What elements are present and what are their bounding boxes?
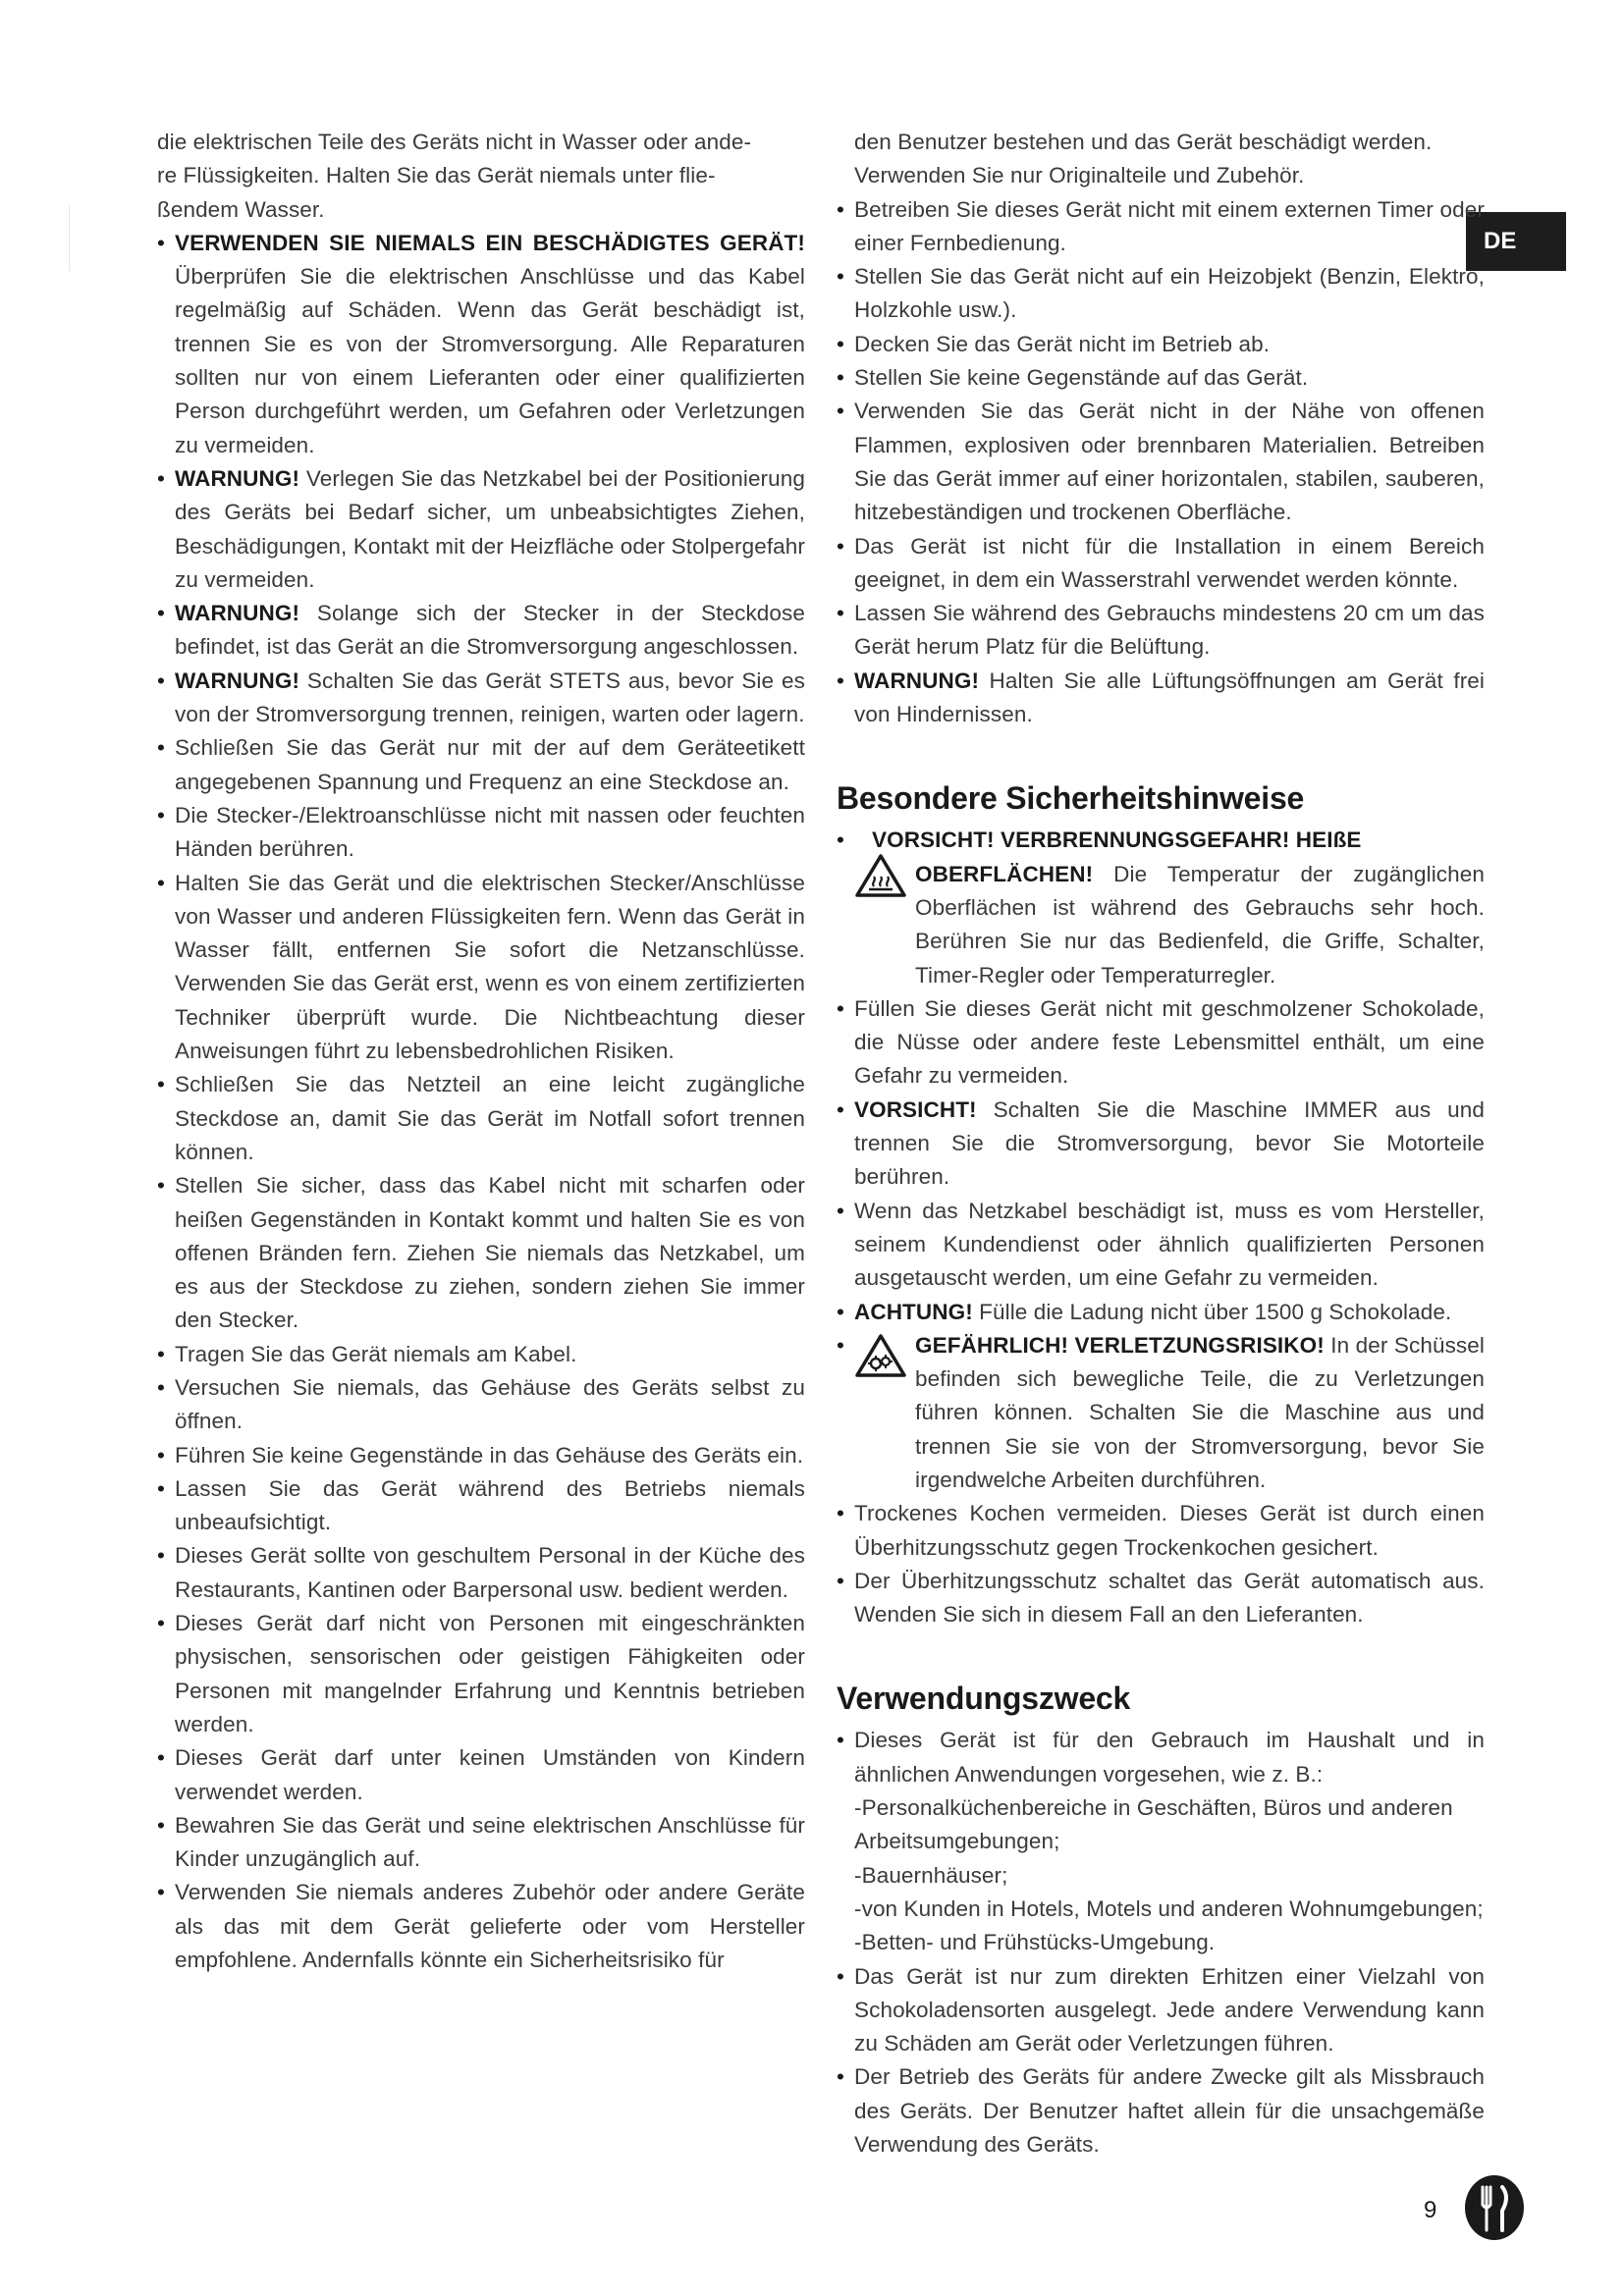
list-item	[157, 1876, 805, 1977]
list-item-text: Der Betrieb des Geräts für andere Zwecke gilt als Missbrauch des Geräts. Der Benutzer haftet allein für die unsachgemäße Verwendung des Geräts.	[854, 2064, 1485, 2158]
list-item-text: Lassen Sie während des Gebrauchs mindestens 20 cm um das Gerät herum Platz für die Belüftung.	[854, 601, 1485, 660]
intended-use-intro	[837, 1724, 1485, 1791]
intended-use-sub-item: -Betten- und Frühstücks-Umgebung.	[854, 1930, 1216, 1955]
special-safety-list-2	[837, 1497, 1485, 1631]
list-item	[157, 597, 805, 665]
left-column	[157, 126, 805, 1977]
warning-keyword: WARNUNG!	[175, 667, 300, 693]
list-item	[837, 1195, 1485, 1296]
bullet: •	[157, 1880, 165, 1905]
bullet: •	[157, 1812, 165, 1838]
bullet: •	[837, 1568, 844, 1593]
bullet: •	[837, 667, 844, 693]
bullet: •	[157, 230, 165, 255]
bullet: •	[157, 802, 165, 828]
bullet: •	[157, 1341, 165, 1366]
list-item	[157, 1539, 805, 1607]
intro-line: ßendem Wasser.	[157, 196, 325, 222]
list-item-text: Stellen Sie das Gerät nicht auf ein Heizobjekt (Benzin, Elektro, Holzkohle usw.).	[854, 264, 1485, 323]
list-item-text: Betreiben Sie dieses Gerät nicht mit einem externen Timer oder einer Fernbedienung.	[854, 196, 1485, 255]
list-item-text: Halten Sie alle Lüftungsöffnungen am Gerät frei von Hindernissen.	[854, 667, 1485, 727]
bullet: •	[837, 399, 844, 424]
list-item-text: Lassen Sie das Gerät während des Betriebs niemals unbeaufsichtigt.	[175, 1475, 805, 1535]
bullet: •	[157, 870, 165, 895]
list-item	[157, 1068, 805, 1169]
warning-keyword: VERWENDEN SIE NIEMALS EIN BESCHÄDIGTES GERÄT!	[175, 230, 805, 255]
list-item	[157, 867, 805, 1069]
list-item	[157, 1338, 805, 1371]
hot-warning-keyword: OBERFLÄCHEN!	[915, 861, 1094, 886]
section-heading-intended-use: Verwendungszweck	[837, 1681, 1131, 1717]
warning-keyword: WARNUNG!	[175, 465, 300, 491]
bullet: •	[157, 1442, 165, 1468]
list-item-text: Schließen Sie das Netzteil an eine leicht zugängliche Steckdose an, damit Sie das Gerät im Notfall sofort trennen können.	[175, 1072, 805, 1164]
list-item-text: Dieses Gerät darf nicht von Personen mit eingeschränkten physischen, sensorischen oder geistigen Fähigkeiten oder Personen mit mangelnder Erfahrung und Kenntnis betrieben werden.	[175, 1611, 805, 1736]
list-item	[157, 731, 805, 799]
list-item	[837, 260, 1485, 328]
bullet: •	[157, 1374, 165, 1400]
cutlery-logo-icon	[1463, 2173, 1526, 2242]
list-item-text: Verwenden Sie das Gerät nicht in der Nähe von offenen Flammen, explosiven oder brennbaren Materialien. Betreiben Sie das Gerät immer auf einer horizontalen, stabilen, sauberen, hitzebeständigen und trockenen Oberfläche.	[854, 399, 1485, 525]
list-item-text: Wenn das Netzkabel beschädigt ist, muss es vom Hersteller, seinem Kundendienst oder ähnlich qualifizierten Personen ausgetauscht werden, um eine Gefahr zu vermeiden.	[854, 1198, 1485, 1291]
bullet: •	[157, 1072, 165, 1097]
language-tab: DE	[1466, 212, 1566, 271]
bullet: •	[157, 601, 165, 626]
intended-use-sub-item: -Personalküchenbereiche in Geschäften, Büros und anderen Arbeitsumgebungen;	[854, 1795, 1453, 1854]
list-item	[157, 227, 805, 462]
list-item	[837, 530, 1485, 598]
intro-line: re Flüssigkeiten. Halten Sie das Gerät niemals unter flie-	[157, 163, 716, 188]
list-item-text: Schalten Sie das Gerät STETS aus, bevor Sie es von der Stromversorgung trennen, reinigen, warten oder lagern.	[175, 667, 805, 727]
list-item	[837, 1094, 1485, 1195]
list-item-text: Dieses Gerät darf unter keinen Umständen von Kindern verwendet werden.	[175, 1745, 805, 1804]
bullet: •	[157, 1611, 165, 1636]
bullet: •	[837, 1096, 844, 1122]
list-item	[837, 361, 1485, 395]
intro-line: den Benutzer bestehen und das Gerät beschädigt werden.	[854, 130, 1433, 154]
warning-keyword: WARNUNG!	[854, 667, 980, 693]
list-item	[157, 1169, 805, 1337]
list-item	[157, 462, 805, 597]
bullet: •	[837, 2064, 844, 2090]
list-item-text: Der Überhitzungsschutz schaltet das Gerät automatisch aus. Wenden Sie sich in diesem Fall an den Lieferanten.	[854, 1568, 1485, 1628]
bullet: •	[837, 1728, 844, 1753]
list-item-text: Führen Sie keine Gegenstände in das Gehäuse des Geräts ein.	[175, 1442, 804, 1468]
bullet: •	[837, 995, 844, 1021]
right-safety-list	[837, 193, 1485, 732]
list-item	[837, 193, 1485, 261]
list-item-text: Decken Sie das Gerät nicht im Betrieb ab.	[854, 331, 1271, 356]
bullet: •	[837, 601, 844, 626]
list-item-text: Die Stecker-/Elektroanschlüsse nicht mit nassen oder feuchten Händen berühren.	[175, 802, 805, 862]
intended-use-list	[837, 1960, 1485, 2163]
page-number: 9	[1424, 2197, 1437, 2223]
left-safety-list	[157, 227, 805, 1977]
bullet: •	[837, 1963, 844, 1989]
bullet: •	[837, 828, 844, 853]
bullet: •	[157, 1543, 165, 1569]
list-item	[837, 395, 1485, 529]
list-item	[157, 1607, 805, 1741]
bullet: •	[157, 1173, 165, 1199]
list-item-text: Überprüfen Sie die elektrischen Anschlüsse und das Kabel regelmäßig auf Schäden. Wenn das Gerät beschädigt ist, trennen Sie es von der Stromversorgung. Alle Reparaturen sollten nur von einem Lieferanten oder einer qualifizierten Person durchgeführt werden, um Gefahren oder Verletzungen zu vermeiden.	[175, 264, 805, 457]
list-item	[837, 597, 1485, 665]
list-item-text: Schließen Sie das Gerät nur mit der auf dem Geräteetikett angegebenen Spannung und Frequenz an eine Steckdose an.	[175, 735, 805, 794]
bullet: •	[837, 1198, 844, 1223]
bullet: •	[837, 196, 844, 222]
hot-surface-warning	[837, 824, 1485, 991]
list-item	[837, 1960, 1485, 2061]
hot-surface-icon	[854, 853, 907, 898]
bullet: •	[837, 331, 844, 356]
list-item-text: Verlegen Sie das Netzkabel bei der Positionierung des Geräts bei Bedarf sicher, um unbeabsichtigtes Ziehen, Beschädigungen, Kontakt mit der Heizfläche oder Stolpergefahr zu vermeiden.	[175, 465, 805, 592]
list-item-text: Fülle die Ladung nicht über 1500 g Schokolade.	[972, 1299, 1452, 1324]
list-item	[157, 1371, 805, 1439]
bullet: •	[157, 1745, 165, 1771]
list-item	[837, 1296, 1485, 1329]
bullet: •	[837, 365, 844, 391]
intro-line: Verwenden Sie nur Originalteile und Zubehör.	[854, 163, 1305, 188]
list-item-text: Halten Sie das Gerät und die elektrischen Stecker/Anschlüsse von Wasser und anderen Flüssigkeiten fern. Wenn das Gerät in Wasser fällt, entfernen Sie sofort die Netzanschlüsse. Verwenden Sie das Gerät erst, wenn es von einem zertifizierten Techniker überprüft wurde. Die Nichtbeachtung dieser Anweisungen führt zu lebensbedrohlichen Risiken.	[175, 870, 805, 1064]
bullet: •	[157, 735, 165, 761]
moving-parts-text: In der Schüssel befinden sich bewegliche Teile, die zu Verletzungen führen können. Schalten Sie die Maschine aus und trennen Sie sie von der Stromversorgung, bevor Sie irgendwelche Arbeiten durchführen.	[915, 1332, 1485, 1492]
list-item-text: Das Gerät ist nur zum direkten Erhitzen einer Vielzahl von Schokoladensorten ausgelegt. Jede andere Verwendung kann zu Schäden am Gerät oder Verletzungen führen.	[854, 1963, 1485, 2056]
bullet: •	[837, 1501, 844, 1526]
list-item-text: Verwenden Sie niemals anderes Zubehör oder andere Geräte als das mit dem Gerät gelieferte oder vom Hersteller empfohlene. Andernfalls könnte ein Sicherheitsrisiko für	[175, 1880, 805, 1973]
right-column	[837, 126, 1485, 2162]
moving-parts-warning	[837, 1329, 1485, 1497]
bullet: •	[837, 1299, 844, 1324]
intro-line: die elektrischen Teile des Geräts nicht in Wasser oder ande-	[157, 130, 752, 154]
intended-use-sub-item: -Bauernhäuser;	[854, 1862, 1008, 1888]
list-item-text: Solange sich der Stecker in der Steckdose befindet, ist das Gerät an die Stromversorgung angeschlossen.	[175, 601, 805, 660]
section-heading-special-safety: Besondere Sicherheitshinweise	[837, 780, 1305, 817]
bullet: •	[837, 264, 844, 290]
bullet: •	[157, 465, 165, 491]
list-item	[157, 1741, 805, 1809]
intended-use-intro-text: Dieses Gerät ist für den Gebrauch im Haushalt und in ähnlichen Anwendungen vorgesehen, wie z. B.:	[854, 1728, 1485, 1787]
list-item-text: Stellen Sie sicher, dass das Kabel nicht mit scharfen oder heißen Gegenständen in Kontakt kommt und halten Sie es von offenen Bränden fern. Ziehen Sie niemals das Netzkabel, um es aus der Steckdose zu ziehen, sondern ziehen Sie immer den Stecker.	[175, 1173, 805, 1333]
hot-warning-keywords: VORSICHT! VERBRENNUNGSGEFAHR! HEIßE	[872, 828, 1362, 853]
list-item	[157, 1809, 805, 1877]
list-item	[837, 2060, 1485, 2162]
list-item-text: Schalten Sie die Maschine IMMER aus und trennen Sie die Stromversorgung, bevor Sie Motorteile berühren.	[854, 1096, 1485, 1190]
intended-use-sub-item: -von Kunden in Hotels, Motels und anderen Wohnumgebungen;	[854, 1896, 1484, 1921]
special-safety-list	[837, 992, 1485, 1329]
list-item	[157, 1439, 805, 1472]
list-item-text: Trockenes Kochen vermeiden. Dieses Gerät ist durch einen Überhitzungsschutz gegen Trockenkochen gesichert.	[854, 1501, 1485, 1560]
bullet: •	[837, 1332, 844, 1358]
list-item-text: Dieses Gerät sollte von geschultem Personal in der Küche des Restaurants, Kantinen oder Barpersonal usw. bedient werden.	[175, 1543, 805, 1602]
list-item	[157, 665, 805, 732]
list-item-text: Stellen Sie keine Gegenstände auf das Gerät.	[854, 365, 1309, 391]
list-item	[157, 1472, 805, 1540]
moving-parts-keyword: GEFÄHRLICH! VERLETZUNGSRISIKO!	[915, 1332, 1325, 1358]
list-item	[157, 799, 805, 867]
warning-keyword: VORSICHT!	[854, 1096, 977, 1122]
bullet: •	[157, 1475, 165, 1501]
list-item	[837, 328, 1485, 361]
list-item	[837, 992, 1485, 1094]
list-item-text: Tragen Sie das Gerät niemals am Kabel.	[175, 1341, 577, 1366]
warning-keyword: WARNUNG!	[175, 601, 300, 626]
bullet: •	[837, 533, 844, 559]
list-item-text: Versuchen Sie niemals, das Gehäuse des Geräts selbst zu öffnen.	[175, 1374, 805, 1434]
margin-mark	[69, 206, 70, 271]
hot-warning-text: Die Temperatur der zugänglichen Oberflächen ist während des Gebrauchs sehr hoch. Berühren Sie nur das Bedienfeld, die Griffe, Schalter, Timer-Regler oder Temperaturregler.	[915, 861, 1485, 988]
warning-keyword: ACHTUNG!	[854, 1299, 973, 1324]
list-item	[837, 1497, 1485, 1565]
list-item	[837, 1565, 1485, 1632]
list-item	[837, 665, 1485, 732]
list-item-text: Bewahren Sie das Gerät und seine elektrischen Anschlüsse für Kinder unzugänglich auf.	[175, 1812, 805, 1872]
list-item-text: Das Gerät ist nicht für die Installation in einem Bereich geeignet, in dem ein Wasserstrahl verwendet werden könnte.	[854, 533, 1485, 592]
list-item-text: Füllen Sie dieses Gerät nicht mit geschmolzener Schokolade, die Nüsse oder andere feste Lebensmittel enthält, um eine Gefahr zu vermeiden.	[854, 995, 1485, 1089]
bullet: •	[157, 667, 165, 693]
